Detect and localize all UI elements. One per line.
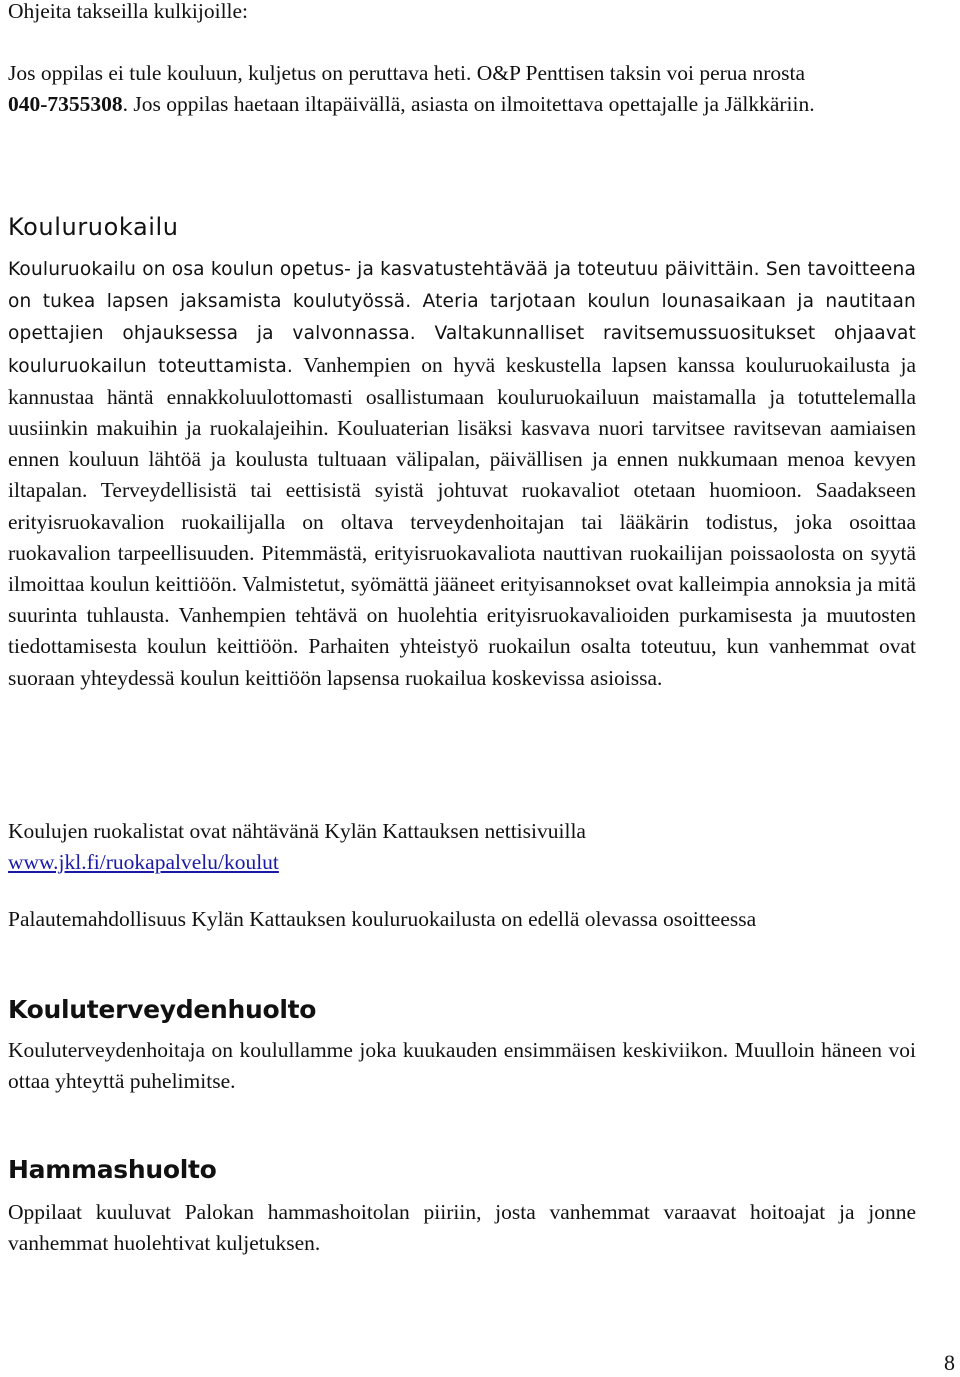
menus-text: Koulujen ruokalistat ovat nähtävänä Kylän Kattauksen nettisivuilla: [8, 819, 586, 843]
hammashuolto-heading: Hammashuolto: [8, 1155, 217, 1184]
kouluruokailu-text-serif: Vanhempien on hyvä keskustella lapsen kanssa kouluruokailusta ja kannustaa häntä ennakkoluulottomasti osallistumaan kouluruokailuun maistamalla ja totuttelemalla uusiinkin makuihin ja ruokalajeihin. Kouluaterian lisäksi kasvava nuori tarvitsee ravitsevan aamiaisen ennen kouluun lähtöä ja koulusta tultuaan välipalan, päivällisen ja ennen nukkumaan menoa kevyen iltapalan. Terveydellisistä tai eettisistä syistä johtuvat ruokavaliot otetaan huomioon. Saadakseen erityisruokavalion ruokailijalla on oltava terveydenhoitajan tai lääkärin todistus, joka osoittaa ruokavalion tarpeellisuuden. Pitemmästä, erityisruokavaliota nauttivan ruokailijan poissaolosta on syytä ilmoittaa koulun keittiöön. Valmistetut, syömättä jääneet erityisannokset ovat kalleimpia annoksia ja mitä suurinta tuhlausta. Vanhempien tehtävä on huolehtia erityisruokavalioiden purkamisesta ja muutosten tiedottamisesta koulun keittiöön. Parhaiten yhteistyö ruokailun osalta toteutuu, kun vanhemmat ovat suoraan yhteydessä koulun keittiöön lapsensa ruokailua koskevissa asioissa.: [8, 352, 917, 690]
taxi-instructions-paragraph: [8, 58, 916, 120]
taxi-text-part2: . Jos oppilas haetaan iltapäivällä, asiasta on ilmoitettava opettajalle ja Jälkkäriin.: [122, 92, 815, 117]
taxi-phone-number: 040-7355308: [8, 92, 123, 117]
kouluruokailu-text-sans: Kouluruokailu on osa koulun opetus- ja kasvatustehtävää ja toteutuu päivittäin. Sen tavoitteena on tukea lapsen jaksamista koulutyössä. Ateria tarjotaan koulun lounasaikaan ja nautitaan opettajien ohjauksessa ja valvonnassa. Valtakunnalliset ravitsemussuositukset ohjaavat kouluruokailun toteuttamista.: [8, 259, 916, 377]
kouluterveydenhuolto-heading: Kouluterveydenhuolto: [8, 995, 317, 1024]
kouluruokailu-heading: Kouluruokailu: [8, 213, 179, 241]
hammashuolto-paragraph: Oppilaat kuuluvat Palokan hammashoitolan piiriin, josta vanhemmat varaavat hoitoajat ja jonne vanhemmat huolehtivat kuljetuksen.: [8, 1200, 916, 1256]
menus-link[interactable]: www.jkl.fi/ruokapalvelu/koulut: [8, 850, 279, 875]
feedback-paragraph: Palautemahdollisuus Kylän Kattauksen kouluruokailusta on edellä olevassa osoitteessa: [8, 907, 757, 931]
menus-paragraph: [8, 816, 916, 878]
kouluruokailu-paragraph: [8, 253, 916, 694]
page-number: 8: [944, 1350, 955, 1375]
intro-heading: Ohjeita takseilla kulkijoille:: [8, 0, 249, 23]
taxi-text-part1: Jos oppilas ei tule kouluun, kuljetus on peruttava heti. O&P Penttisen taksin voi perua nrosta: [8, 61, 805, 85]
kouluterveydenhuolto-paragraph: Kouluterveydenhoitaja on koulullamme joka kuukauden ensimmäisen keskiviikon. Muulloin häneen voi ottaa yhteyttä puhelimitse.: [8, 1038, 916, 1094]
